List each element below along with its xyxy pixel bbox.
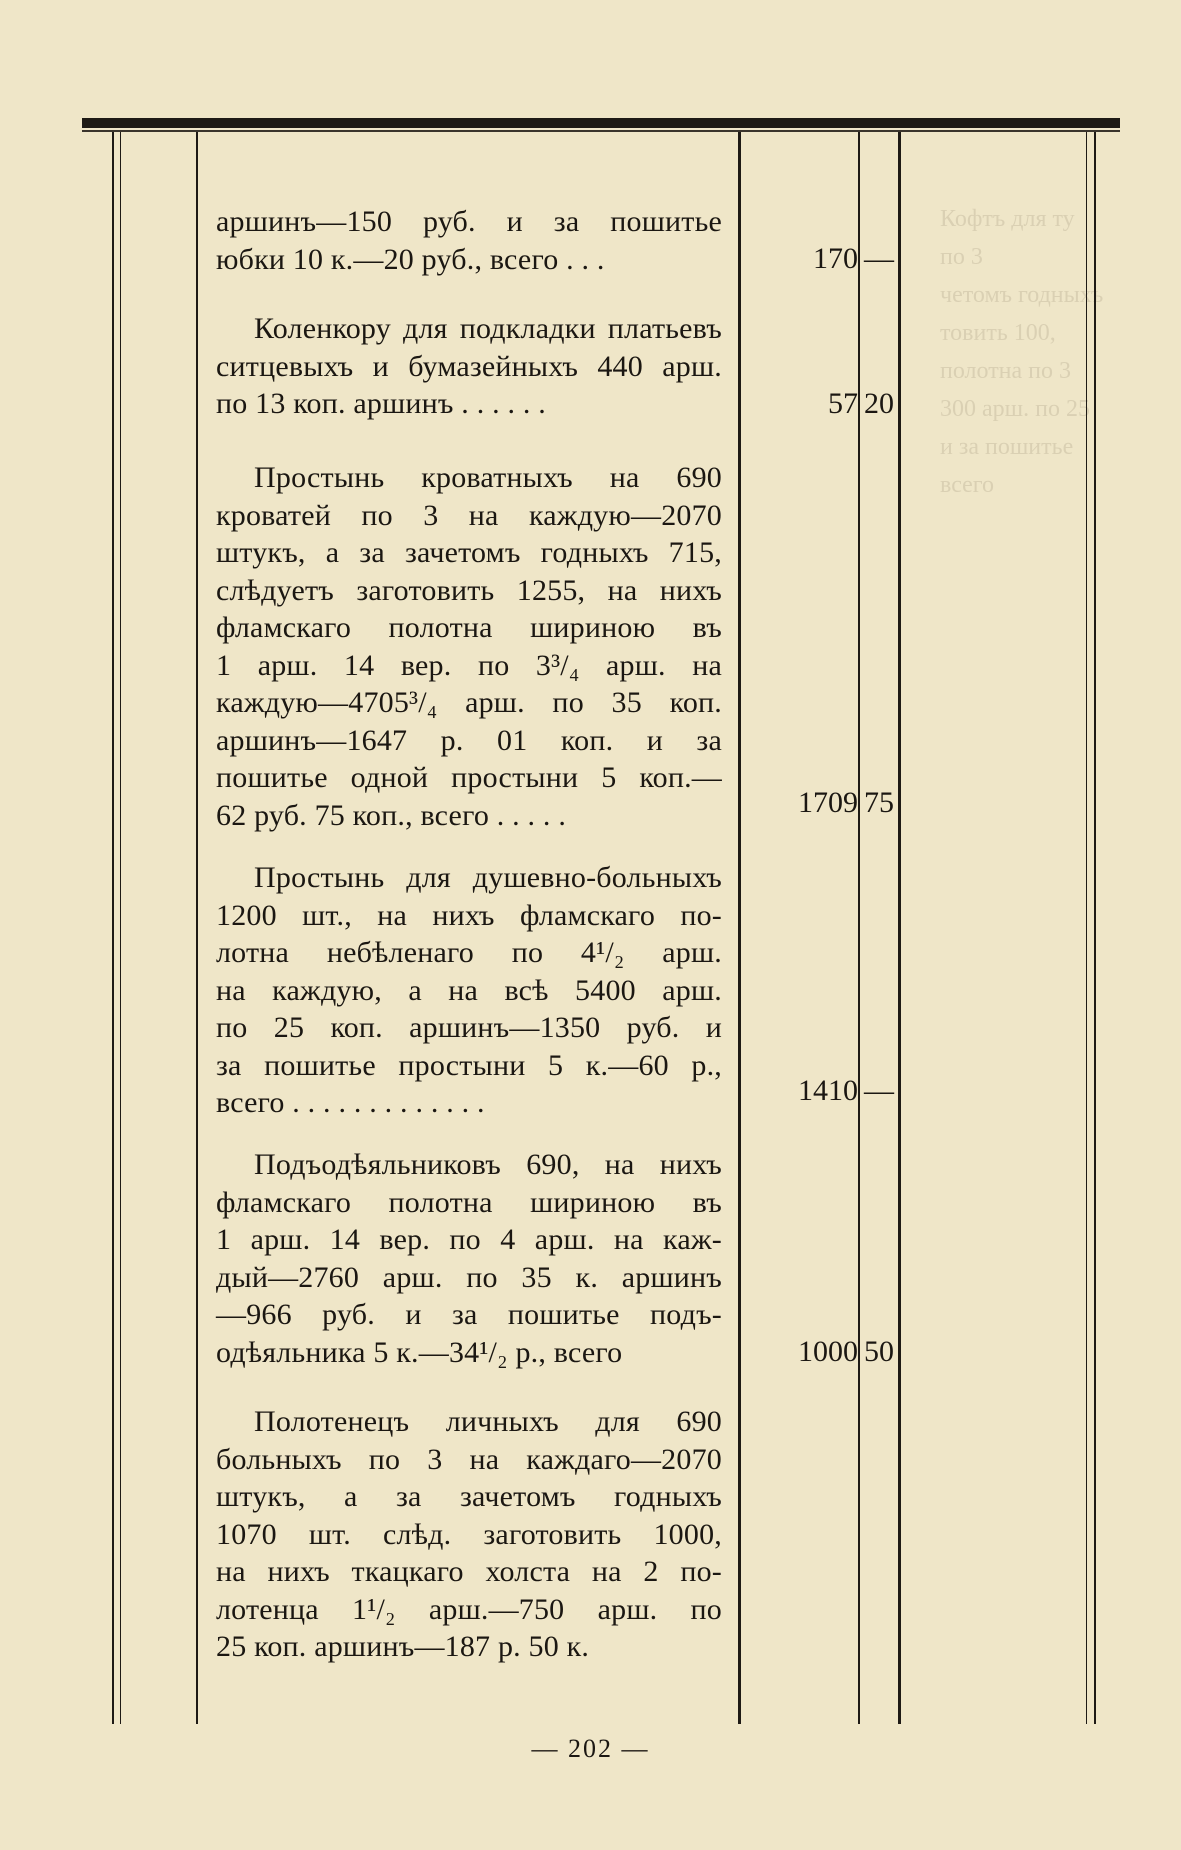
entry-line: лотна небѣленаго по 4¹/₂ арш. — [216, 936, 722, 969]
entry-line: на нихъ ткацкаго холста на 2 по- — [216, 1555, 722, 1588]
entry-1 — [216, 203, 722, 278]
entry-line: 1 арш. 14 вер. по 3³/₄ арш. на — [216, 648, 722, 682]
column-rule-right-inner — [1086, 132, 1087, 1724]
entry-line: 1 арш. 14 вер. по 4 арш. на каж- — [216, 1223, 722, 1256]
entry-line: штукъ, а за зачетомъ годныхъ 715, — [216, 536, 722, 569]
entry-line: Простынь для душевно-больныхъ — [254, 861, 722, 894]
column-rule-left-outer — [112, 132, 114, 1724]
entry-1-kopecks: — — [864, 242, 894, 275]
column-rule-rub-left — [738, 132, 741, 1724]
entry-line: аршинъ—150 руб. и за пошитье — [216, 205, 722, 238]
entry-line: одѣяльника 5 к.—34¹/₂ р., всего — [216, 1335, 623, 1369]
entry-3-rubles: 1709 — [798, 786, 858, 819]
entry-line: юбки 10 к.—20 руб., всего . . . — [216, 242, 605, 276]
entry-1-rubles: 170 — [813, 242, 858, 275]
column-rule-text-left — [196, 132, 198, 1724]
entry-line: аршинъ—1647 р. 01 коп. и за — [216, 723, 722, 757]
entry-line: фламскаго полотна шириною въ — [216, 611, 722, 644]
entry-2-kopecks: 20 — [864, 387, 894, 420]
entry-3-kopecks: 75 — [864, 786, 894, 819]
bleed-through-text: Кофтъ для ту по 3 четомъ годныхъ товить 100, полотна по 3 300 арш. по 25 и за пошитье всего — [940, 206, 1104, 498]
entry-line: Коленкору для подкладки платьевъ — [254, 312, 722, 345]
entry-line: слѣдуетъ заготовить 1255, на нихъ — [216, 573, 722, 607]
entry-line: Полотенецъ личныхъ для 690 — [254, 1405, 722, 1438]
entry-line: 62 руб. 75 коп., всего . . . . . — [216, 798, 567, 832]
entry-4 — [216, 859, 722, 1122]
page-number: — 202 — — [531, 1734, 650, 1763]
entry-6 — [216, 1403, 722, 1666]
entry-3 — [216, 459, 722, 834]
column-rule-left-inner — [120, 132, 121, 1724]
entry-line: лотенца 1¹/₂ арш.—750 арш. по — [216, 1592, 722, 1626]
column-rule-kop-right — [898, 132, 901, 1724]
entry-line: 1070 шт. слѣд. заготовить 1000, — [216, 1517, 722, 1551]
column-rule-right-outer — [1094, 132, 1096, 1724]
entry-2-rubles: 57 — [828, 387, 858, 420]
entry-line: —966 руб. и за пошитье подъ- — [216, 1298, 722, 1331]
entry-line: 1200 шт., на нихъ фламскаго по- — [216, 898, 722, 932]
entry-line: Простынь кроватныхъ на 690 — [254, 461, 722, 494]
entry-line: всего . . . . . . . . . . . . . — [216, 1086, 485, 1119]
entry-line: по 25 коп. аршинъ—1350 руб. и — [216, 1011, 722, 1044]
entry-line: дый—2760 арш. по 35 к. аршинъ — [216, 1260, 722, 1294]
entry-line: фламскаго полотна шириною въ — [216, 1185, 722, 1219]
entry-2 — [216, 310, 722, 423]
entry-line: за пошитье простыни 5 к.—60 р., — [216, 1048, 722, 1082]
entry-line: по 13 коп. аршинъ . . . . . . — [216, 387, 546, 420]
entry-line: каждую—4705³/₄ арш. по 35 коп. — [216, 686, 722, 719]
top-thin-rule — [82, 130, 1120, 132]
top-double-rule — [82, 118, 1120, 128]
entry-line: на каждую, а на всѣ 5400 арш. — [216, 973, 722, 1007]
entry-line: больныхъ по 3 на каждаго—2070 — [216, 1442, 722, 1476]
entry-5 — [216, 1146, 722, 1371]
entry-line: штукъ, а за зачетомъ годныхъ — [216, 1480, 722, 1513]
entry-line: кроватей по 3 на каждую—2070 — [216, 498, 722, 532]
entry-5-rubles: 1000 — [798, 1335, 858, 1368]
column-rule-kop-left — [858, 132, 860, 1724]
entry-line: пошитье одной простыни 5 коп.— — [216, 761, 722, 794]
entry-4-kopecks: — — [864, 1074, 894, 1107]
entry-line: ситцевыхъ и бумазейныхъ 440 арш. — [216, 349, 722, 383]
entry-4-rubles: 1410 — [798, 1074, 858, 1107]
entry-5-kopecks: 50 — [864, 1335, 894, 1368]
entry-line: 25 коп. аршинъ—187 р. 50 к. — [216, 1630, 590, 1663]
entry-line: Подъодѣяльниковъ 690, на нихъ — [254, 1148, 722, 1181]
